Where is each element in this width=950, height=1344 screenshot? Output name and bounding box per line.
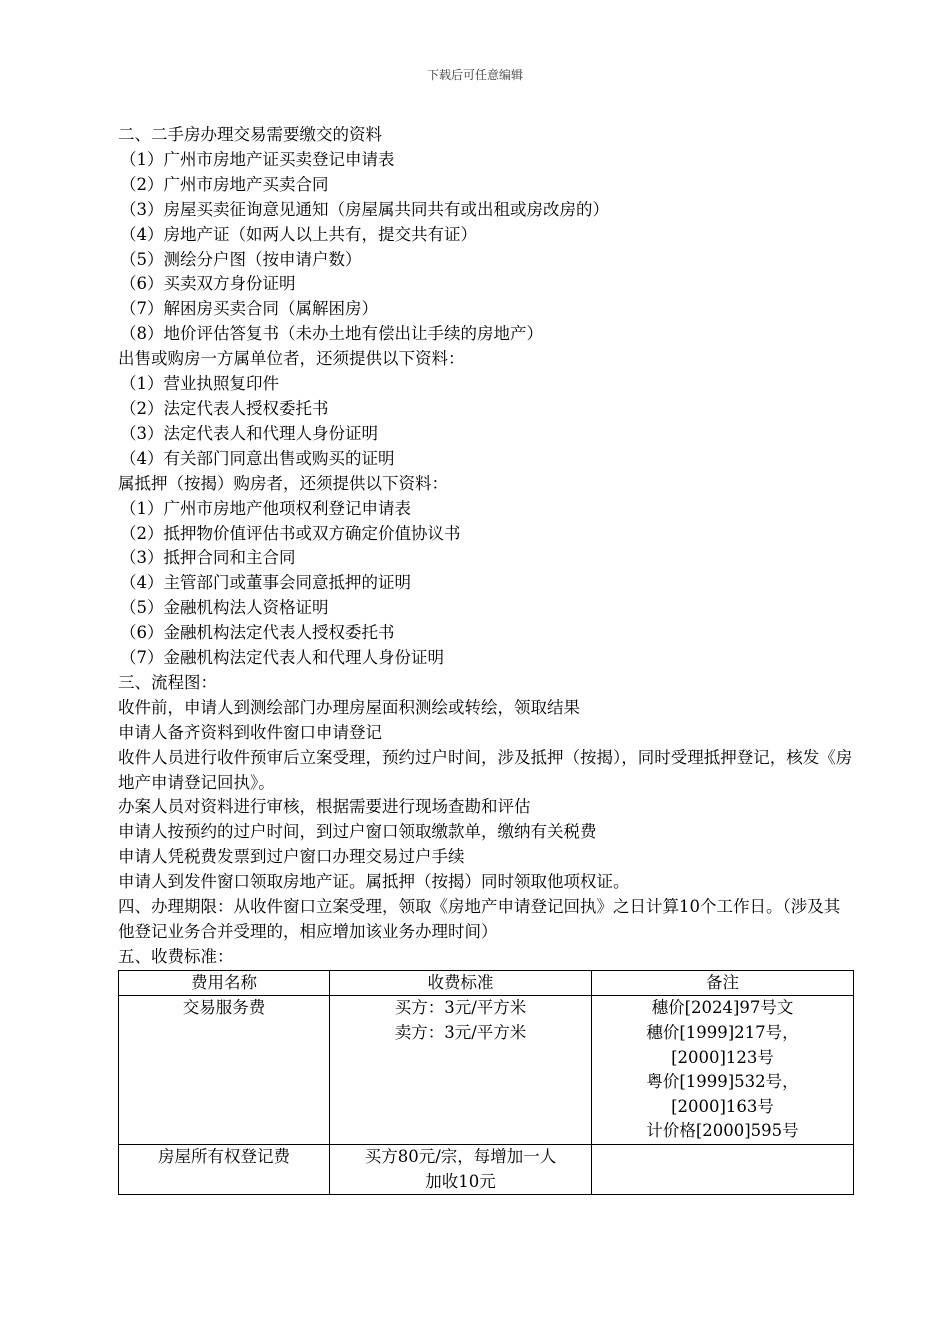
list-item: （6）买卖双方身份证明 <box>120 274 296 294</box>
fee-standard-cell <box>330 996 592 1145</box>
list-item: （6）金融机构法定代表人授权委托书 <box>120 623 395 643</box>
list-item: （1）广州市房地产他项权利登记申请表 <box>120 498 411 518</box>
fee-note-line: [2000]123号 <box>671 1047 774 1067</box>
section4-paragraph: 四、办理期限：从收件窗口立案受理，领取《房地产申请登记回执》之日计算10个工作日。（涉及其他登记业务合并受理的，相应增加该业务办理时间） <box>118 897 841 941</box>
list-item: （4）有关部门同意出售或购买的证明 <box>120 448 395 468</box>
fee-note-line: [2000]163号 <box>671 1096 774 1116</box>
list-item: （3）房屋买卖征询意见通知（房屋属共同共有或出租或房改房的） <box>120 199 609 219</box>
list-item: （2）法定代表人授权委托书 <box>120 398 329 418</box>
table-row <box>119 996 854 1145</box>
process-step: 收件前，申请人到测绘部门办理房屋面积测绘或转绘，领取结果 <box>118 697 580 717</box>
process-step: 申请人到发件窗口领取房地产证。属抵押（按揭）同时领取他项权证。 <box>118 872 630 892</box>
list-item: （4）房地产证（如两人以上共有，提交共有证） <box>120 224 477 244</box>
column-header: 费用名称 <box>119 970 330 996</box>
list-item: （4）主管部门或董事会同意抵押的证明 <box>120 573 411 593</box>
fee-standard-line: 买方80元/宗，每增加一人 <box>364 1146 557 1166</box>
fee-standard-cell <box>330 1144 592 1194</box>
list-item: （7）解困房买卖合同（属解困房） <box>120 299 378 319</box>
mortgage-subtitle: 属抵押（按揭）购房者，还须提供以下资料： <box>118 473 448 493</box>
list-item: （2）广州市房地产买卖合同 <box>120 174 329 194</box>
table-header-row <box>119 970 854 996</box>
section5-title: 五、收费标准： <box>118 946 234 966</box>
fee-standard-line: 买方：3元/平方米 <box>394 998 527 1018</box>
fee-standard-line: 卖方：3元/平方米 <box>394 1023 527 1042</box>
page-header: 下载后可任意编辑 <box>426 68 523 82</box>
list-item: （8）地价评估答复书（未办土地有偿出让手续的房地产） <box>120 324 543 344</box>
document-body <box>118 123 853 1195</box>
fee-note-line: 计价格[2000]595号 <box>646 1121 799 1141</box>
list-item: （3）抵押合同和主合同 <box>120 548 296 568</box>
table-row <box>119 1144 854 1194</box>
fee-note-cell <box>592 996 854 1145</box>
fee-note-line: 粤价[1999]532号， <box>646 1072 799 1092</box>
unit-subtitle: 出售或购房一方属单位者，还须提供以下资料： <box>118 349 465 369</box>
fee-note-line: 穗价[1999]217号， <box>646 1023 799 1042</box>
fee-standard-line: 加收10元 <box>425 1171 496 1191</box>
fee-name-cell: 房屋所有权登记费 <box>119 1144 330 1194</box>
column-header: 收费标准 <box>330 970 592 996</box>
fee-table <box>118 970 854 1195</box>
unit-items <box>118 372 853 472</box>
list-item: （1）广州市房地产证买卖登记申请表 <box>120 149 395 169</box>
section2-title: 二、二手房办理交易需要缴交的资料 <box>118 125 382 144</box>
process-step: 申请人凭税费发票到过户窗口办理交易过户手续 <box>118 847 465 867</box>
section2-items <box>118 148 853 347</box>
list-item: （1）营业执照复印件 <box>120 374 279 394</box>
section3-title: 三、流程图： <box>118 672 217 692</box>
list-item: （5）金融机构法人资格证明 <box>120 598 329 618</box>
list-item: （7）金融机构法定代表人和代理人身份证明 <box>120 648 444 668</box>
process-steps <box>118 696 853 895</box>
mortgage-items <box>118 497 853 671</box>
process-step: 收件人员进行收件预审后立案受理，预约过户时间，涉及抵押（按揭），同时受理抵押登记，核发《房地产申请登记回执》。 <box>118 747 853 792</box>
fee-note-cell <box>592 1144 854 1194</box>
list-item: （2）抵押物价值评估书或双方确定价值协议书 <box>120 523 461 543</box>
process-step: 申请人备齐资料到收件窗口申请登记 <box>118 722 382 742</box>
fee-name-cell: 交易服务费 <box>119 996 330 1145</box>
process-step: 办案人员对资料进行审核，根据需要进行现场查勘和评估 <box>118 797 531 817</box>
fee-note-line: 穗价[2024]97号文 <box>651 998 794 1018</box>
column-header: 备注 <box>592 970 854 996</box>
list-item: （3）法定代表人和代理人身份证明 <box>120 423 378 443</box>
list-item: （5）测绘分户图（按申请户数） <box>120 249 362 269</box>
process-step: 申请人按预约的过户时间，到过户窗口领取缴款单，缴纳有关税费 <box>118 822 597 842</box>
